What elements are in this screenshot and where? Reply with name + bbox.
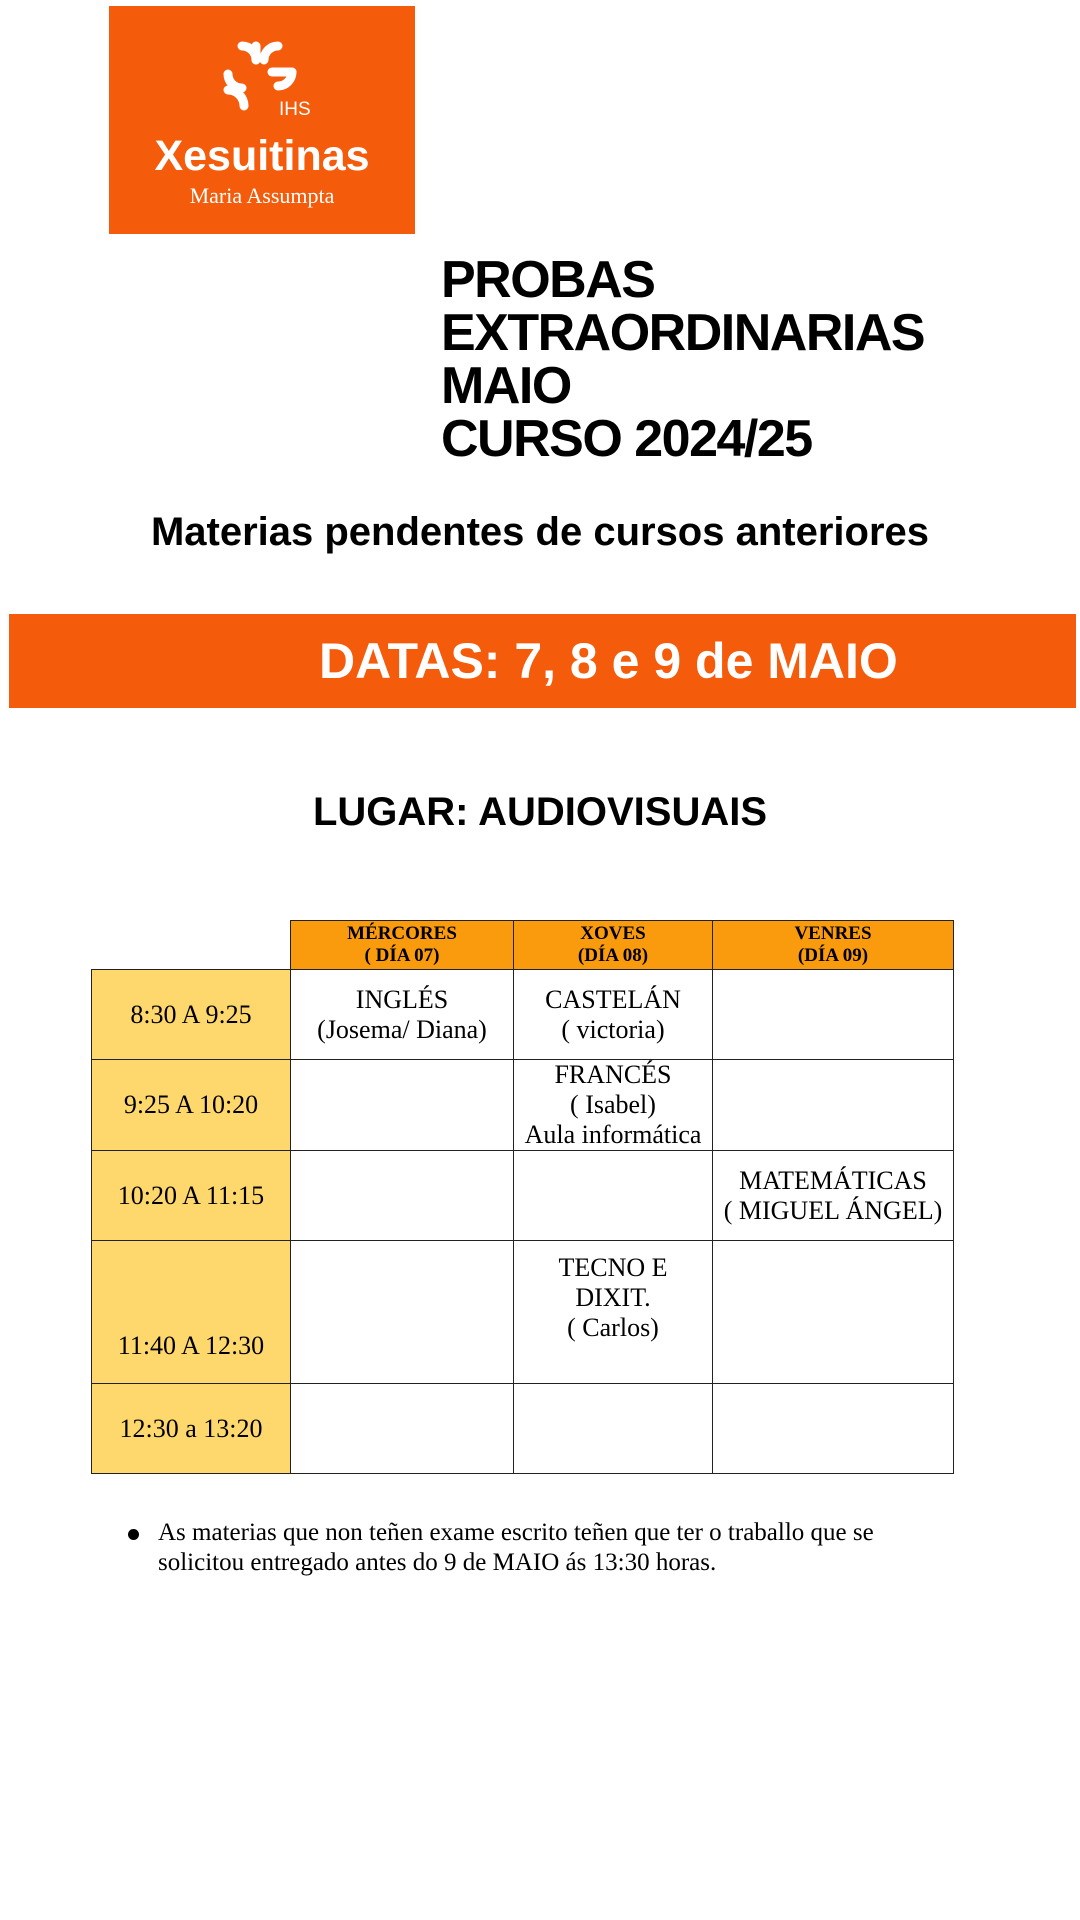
table-row — [92, 1151, 954, 1241]
exam-cell — [291, 1384, 514, 1474]
exam-cell — [514, 970, 713, 1060]
exam-cell — [713, 1151, 954, 1241]
exam-cell — [713, 1060, 954, 1151]
day-header-friday — [713, 921, 954, 970]
table-row — [92, 970, 954, 1060]
exam-line: Aula informática — [524, 1120, 702, 1149]
exam-line: MATEMÁTICAS — [739, 1165, 927, 1195]
exam-cell — [713, 970, 954, 1060]
exam-cell — [514, 1241, 713, 1384]
page-title — [441, 251, 925, 468]
exam-line: INGLÉS — [355, 984, 449, 1014]
day-header-wednesday — [291, 921, 514, 970]
day-name: MÉRCORES — [347, 923, 457, 944]
exam-line: CASTELÁN — [545, 984, 681, 1014]
exam-cell — [713, 1241, 954, 1384]
logo-subtitle: Maria Assumpta — [189, 183, 335, 208]
exam-line: ( Isabel) — [570, 1090, 656, 1119]
logo-mark-text: IHS — [279, 99, 311, 120]
exam-line: ( MIGUEL ÁNGEL) — [723, 1195, 943, 1225]
exam-line: TECNO E — [558, 1253, 668, 1282]
exam-line: ( victoria) — [561, 1014, 665, 1044]
notes-list — [126, 1518, 946, 1578]
exam-cell — [291, 1060, 514, 1151]
exam-cell — [514, 1151, 713, 1241]
title-line: CURSO 2024/25 — [441, 410, 812, 468]
exam-cell — [291, 1241, 514, 1384]
time-slot: 8:30 A 9:25 — [92, 970, 291, 1060]
exam-line: DIXIT. — [575, 1283, 651, 1312]
exam-cell — [291, 1151, 514, 1241]
table-row — [92, 1241, 954, 1384]
time-slot: 9:25 A 10:20 — [92, 1060, 291, 1151]
time-slot: 11:40 A 12:30 — [92, 1241, 291, 1384]
table-row — [92, 1060, 954, 1151]
exam-line: ( Carlos) — [567, 1313, 659, 1342]
exam-cell — [291, 970, 514, 1060]
title-line: MAIO — [441, 357, 571, 415]
exam-line: (Josema/ Diana) — [317, 1014, 487, 1044]
logo-name: Xesuitinas — [154, 132, 370, 180]
exam-cell — [713, 1384, 954, 1474]
page-subtitle: Materias pendentes de cursos anteriores — [150, 510, 930, 554]
exam-line: FRANCÉS — [554, 1060, 672, 1089]
table-row — [92, 1384, 954, 1474]
exam-location: LUGAR: AUDIOVISUAIS — [312, 790, 768, 834]
time-slot: 12:30 a 13:20 — [92, 1384, 291, 1474]
day-date: (DÍA 08) — [577, 945, 649, 966]
exam-cell — [514, 1060, 713, 1151]
school-logo — [109, 6, 415, 234]
day-name: XOVES — [580, 923, 646, 944]
title-line: PROBAS — [441, 251, 655, 309]
exam-schedule-table — [91, 920, 954, 1474]
day-date: (DÍA 09) — [797, 945, 869, 966]
note-item: As materias que non teñen exame escrito teñen que ter o traballo que se solicitou entregado antes do 9 de MAIO ás 13:30 horas. — [126, 1518, 946, 1578]
day-name: VENRES — [794, 923, 872, 944]
day-header-thursday — [514, 921, 713, 970]
empty-corner-cell — [92, 921, 291, 970]
table-header-row — [92, 921, 954, 970]
day-date: ( DÍA 07) — [364, 945, 440, 966]
exam-cell — [514, 1384, 713, 1474]
time-slot: 10:20 A 11:15 — [92, 1151, 291, 1241]
title-line: EXTRAORDINARIAS — [441, 304, 925, 362]
dates-banner-text: DATAS: 7, 8 e 9 de MAIO — [319, 633, 898, 689]
dates-banner — [9, 614, 1076, 708]
